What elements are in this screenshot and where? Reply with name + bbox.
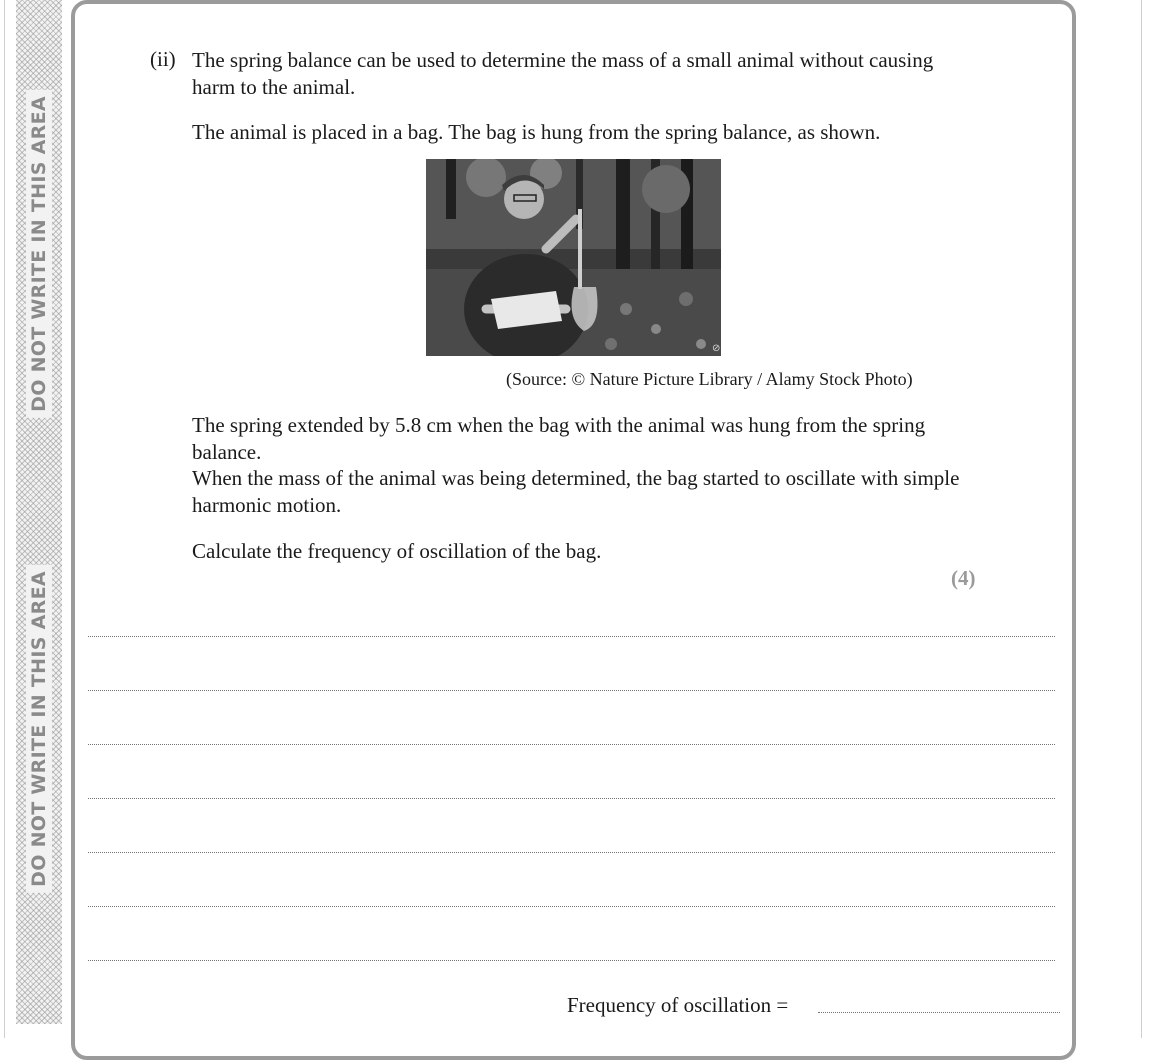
question-intro: The spring balance can be used to determine the mass of a small animal without causing harm to the animal. bbox=[192, 48, 934, 99]
question-task: Calculate the frequency of oscillation of the bag. bbox=[192, 539, 602, 563]
photo-source-credit: (Source: © Nature Picture Library / Alamy Stock Photo) bbox=[506, 369, 913, 389]
answer-line[interactable] bbox=[88, 906, 1055, 907]
marks-available: (4) bbox=[951, 566, 976, 590]
answer-label: Frequency of oscillation = bbox=[567, 993, 789, 1017]
question-observations bbox=[192, 412, 962, 518]
question-part-number: (ii) bbox=[150, 47, 176, 71]
question-setup: The animal is placed in a bag. The bag is hung from the spring balance, as shown. bbox=[192, 120, 881, 144]
answer-line[interactable] bbox=[88, 960, 1055, 961]
observation-extension: The spring extended by 5.8 cm when the bag with the animal was hung from the spring balance. bbox=[192, 413, 926, 464]
observation-oscillation: When the mass of the animal was being determined, the bag started to oscillate with simple harmonic motion. bbox=[192, 466, 960, 517]
answer-line[interactable] bbox=[88, 636, 1055, 637]
final-answer-line[interactable] bbox=[818, 1012, 1060, 1013]
answer-line[interactable] bbox=[88, 690, 1055, 691]
margin-warning-bottom: DO NOT WRITE IN THIS AREA bbox=[26, 565, 52, 893]
spring-balance-photo bbox=[426, 159, 721, 356]
answer-line[interactable] bbox=[88, 798, 1055, 799]
camera-photo-icon: ⊘ bbox=[712, 343, 721, 354]
margin-warning-top: DO NOT WRITE IN THIS AREA bbox=[26, 90, 52, 418]
answer-line[interactable] bbox=[88, 852, 1055, 853]
answer-line[interactable] bbox=[88, 744, 1055, 745]
